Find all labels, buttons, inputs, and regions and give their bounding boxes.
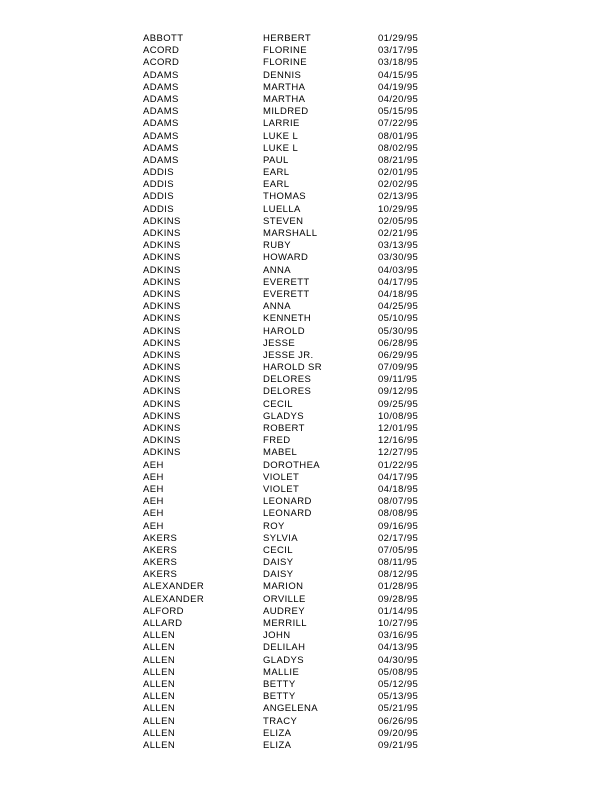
last-name-cell: ADKINS	[143, 374, 181, 386]
record-row	[143, 374, 438, 386]
record-row	[143, 667, 438, 679]
record-row	[143, 228, 438, 240]
record-row	[143, 533, 438, 545]
date-cell: 09/28/95	[378, 593, 419, 605]
date-cell: 04/25/95	[378, 301, 419, 313]
last-name-cell: ADKINS	[143, 313, 181, 325]
first-name-cell: VIOLET	[263, 471, 300, 483]
first-name-cell: MARTHA	[263, 81, 306, 93]
last-name-cell: ALLEN	[143, 703, 176, 715]
record-row	[143, 557, 438, 569]
record-row	[143, 594, 438, 606]
record-row	[143, 33, 438, 45]
record-row	[143, 606, 438, 618]
date-cell: 04/20/95	[378, 93, 419, 105]
record-row	[143, 338, 438, 350]
first-name-cell: PAUL	[263, 154, 289, 166]
last-name-cell: ADDIS	[143, 167, 175, 179]
last-name-cell: ACORD	[143, 57, 180, 69]
record-row	[143, 691, 438, 703]
date-cell: 01/22/95	[378, 459, 419, 471]
last-name-cell: AEH	[143, 459, 164, 471]
date-cell: 07/09/95	[378, 362, 419, 374]
first-name-cell: DENNIS	[263, 69, 302, 81]
last-name-cell: ADDIS	[143, 191, 175, 203]
date-cell: 09/20/95	[378, 727, 419, 739]
date-cell: 04/18/95	[378, 288, 419, 300]
date-cell: 09/16/95	[378, 520, 419, 532]
first-name-cell: FLORINE	[263, 57, 307, 69]
date-cell: 06/26/95	[378, 715, 419, 727]
last-name-cell: ADKINS	[143, 215, 181, 227]
record-row	[143, 265, 438, 277]
date-cell: 07/05/95	[378, 544, 419, 556]
first-name-cell: DAISY	[263, 557, 294, 569]
last-name-cell: ADKINS	[143, 240, 181, 252]
first-name-cell: AUDREY	[263, 605, 305, 617]
date-cell: 08/01/95	[378, 130, 419, 142]
record-row	[143, 277, 438, 289]
date-cell: 05/13/95	[378, 691, 419, 703]
date-cell: 09/12/95	[378, 386, 419, 398]
record-row	[143, 399, 438, 411]
date-cell: 02/05/95	[378, 215, 419, 227]
record-row	[143, 45, 438, 57]
last-name-cell: ALLEN	[143, 727, 176, 739]
first-name-cell: DELORES	[263, 386, 312, 398]
record-row	[143, 240, 438, 252]
last-name-cell: AEH	[143, 496, 164, 508]
first-name-cell: EVERETT	[263, 288, 310, 300]
date-cell: 02/13/95	[378, 191, 419, 203]
last-name-cell: ADKINS	[143, 337, 181, 349]
date-cell: 08/12/95	[378, 569, 419, 581]
date-cell: 04/03/95	[378, 264, 419, 276]
date-cell: 04/15/95	[378, 69, 419, 81]
record-row	[143, 740, 438, 752]
date-cell: 08/07/95	[378, 496, 419, 508]
first-name-cell: GLADYS	[263, 410, 304, 422]
date-cell: 08/08/95	[378, 508, 419, 520]
first-name-cell: MALLIE	[263, 666, 300, 678]
date-cell: 04/17/95	[378, 276, 419, 288]
last-name-cell: ADKINS	[143, 252, 181, 264]
date-cell: 08/11/95	[378, 557, 418, 569]
date-cell: 04/17/95	[378, 471, 419, 483]
date-cell: 04/13/95	[378, 642, 419, 654]
last-name-cell: AEH	[143, 483, 164, 495]
first-name-cell: EVERETT	[263, 276, 310, 288]
last-name-cell: ADKINS	[143, 447, 181, 459]
date-cell: 02/17/95	[378, 532, 419, 544]
date-cell: 06/29/95	[378, 349, 419, 361]
record-row	[143, 581, 438, 593]
last-name-cell: ADKINS	[143, 435, 181, 447]
first-name-cell: LEONARD	[263, 508, 312, 520]
record-row	[143, 545, 438, 557]
last-name-cell: AKERS	[143, 557, 178, 569]
first-name-cell: HAROLD	[263, 325, 305, 337]
first-name-cell: ELIZA	[263, 739, 292, 751]
last-name-cell: ALEXANDER	[143, 581, 205, 593]
first-name-cell: LEONARD	[263, 496, 312, 508]
record-row	[143, 447, 438, 459]
last-name-cell: ADAMS	[143, 93, 179, 105]
record-row	[143, 472, 438, 484]
record-row	[143, 216, 438, 228]
last-name-cell: ALLEN	[143, 642, 176, 654]
record-row	[143, 82, 438, 94]
record-row	[143, 423, 438, 435]
first-name-cell: THOMAS	[263, 191, 307, 203]
date-cell: 09/11/95	[378, 374, 418, 386]
last-name-cell: ADKINS	[143, 362, 181, 374]
last-name-cell: ADDIS	[143, 179, 175, 191]
last-name-cell: ADAMS	[143, 154, 179, 166]
date-cell: 01/14/95	[378, 605, 419, 617]
first-name-cell: EARL	[263, 179, 290, 191]
date-cell: 03/17/95	[378, 45, 419, 57]
record-row	[143, 57, 438, 69]
last-name-cell: ADKINS	[143, 423, 181, 434]
record-row	[143, 642, 438, 654]
last-name-cell: ALLEN	[143, 739, 176, 751]
record-row	[143, 350, 438, 362]
date-cell: 12/01/95	[378, 423, 419, 434]
record-row	[143, 630, 438, 642]
date-cell: 05/21/95	[378, 703, 419, 715]
last-name-cell: ADAMS	[143, 118, 179, 130]
date-cell: 05/15/95	[378, 106, 419, 118]
date-cell: 12/27/95	[378, 447, 419, 459]
record-row	[143, 362, 438, 374]
last-name-cell: AEH	[143, 520, 164, 532]
date-cell: 01/29/95	[378, 33, 419, 44]
record-row	[143, 313, 438, 325]
last-name-cell: AKERS	[143, 569, 178, 581]
first-name-cell: MARTHA	[263, 93, 306, 105]
first-name-cell: TRACY	[263, 715, 298, 727]
last-name-cell: ALLEN	[143, 691, 176, 703]
first-name-cell: ROBERT	[263, 423, 305, 434]
record-row	[143, 484, 438, 496]
date-cell: 04/30/95	[378, 654, 419, 666]
last-name-cell: ALLEN	[143, 654, 176, 666]
record-row	[143, 521, 438, 533]
record-row	[143, 460, 438, 472]
record-row	[143, 94, 438, 106]
records-list	[143, 33, 438, 752]
date-cell: 02/21/95	[378, 228, 419, 239]
first-name-cell: DELORES	[263, 374, 312, 386]
last-name-cell: ADKINS	[143, 288, 181, 300]
first-name-cell: LUELLA	[263, 203, 301, 215]
record-row	[143, 143, 438, 155]
record-row	[143, 716, 438, 728]
date-cell: 04/18/95	[378, 483, 419, 495]
first-name-cell: STEVEN	[263, 215, 304, 227]
first-name-cell: VIOLET	[263, 483, 300, 495]
first-name-cell: BETTY	[263, 678, 296, 690]
record-row	[143, 679, 438, 691]
last-name-cell: ALEXANDER	[143, 593, 205, 605]
date-cell: 09/25/95	[378, 398, 419, 410]
last-name-cell: ALLARD	[143, 618, 183, 629]
first-name-cell: HOWARD	[263, 252, 309, 264]
date-cell: 01/28/95	[378, 581, 419, 593]
date-cell: 05/12/95	[378, 678, 419, 690]
first-name-cell: FRED	[263, 435, 291, 447]
last-name-cell: ACORD	[143, 45, 180, 57]
first-name-cell: LUKE L	[263, 130, 299, 142]
first-name-cell: LARRIE	[263, 118, 300, 130]
first-name-cell: RUBY	[263, 240, 291, 252]
record-row	[143, 204, 438, 216]
first-name-cell: ANNA	[263, 264, 291, 276]
first-name-cell: ANGELENA	[263, 703, 318, 715]
record-row	[143, 118, 438, 130]
first-name-cell: BETTY	[263, 691, 296, 703]
last-name-cell: ADKINS	[143, 228, 181, 239]
last-name-cell: ADDIS	[143, 203, 175, 215]
first-name-cell: HAROLD SR	[263, 362, 323, 374]
date-cell: 06/28/95	[378, 337, 419, 349]
last-name-cell: ADKINS	[143, 349, 181, 361]
first-name-cell: DELILAH	[263, 642, 306, 654]
first-name-cell: EARL	[263, 167, 290, 179]
date-cell: 12/16/95	[378, 435, 419, 447]
last-name-cell: ADKINS	[143, 398, 181, 410]
last-name-cell: ALLEN	[143, 678, 176, 690]
date-cell: 09/21/95	[378, 739, 419, 751]
first-name-cell: HERBERT	[263, 33, 312, 44]
record-row	[143, 728, 438, 740]
last-name-cell: AEH	[143, 508, 164, 520]
record-row	[143, 167, 438, 179]
date-cell: 08/21/95	[378, 154, 419, 166]
last-name-cell: ADAMS	[143, 142, 179, 154]
first-name-cell: MABEL	[263, 447, 298, 459]
last-name-cell: ADKINS	[143, 410, 181, 422]
record-row	[143, 386, 438, 398]
last-name-cell: ADAMS	[143, 81, 179, 93]
last-name-cell: ADKINS	[143, 301, 181, 313]
first-name-cell: SYLVIA	[263, 532, 298, 544]
last-name-cell: ADKINS	[143, 325, 181, 337]
first-name-cell: JESSE JR.	[263, 349, 314, 361]
first-name-cell: ORVILLE	[263, 593, 306, 605]
first-name-cell: ANNA	[263, 301, 291, 313]
last-name-cell: ALLEN	[143, 666, 176, 678]
date-cell: 05/30/95	[378, 325, 419, 337]
date-cell: 02/01/95	[378, 167, 419, 179]
first-name-cell: MARION	[263, 581, 304, 593]
last-name-cell: ALFORD	[143, 605, 184, 617]
last-name-cell: ADKINS	[143, 386, 181, 398]
record-row	[143, 131, 438, 143]
last-name-cell: ABBOTT	[143, 33, 184, 44]
first-name-cell: DOROTHEA	[263, 459, 321, 471]
last-name-cell: ADAMS	[143, 130, 179, 142]
last-name-cell: ALLEN	[143, 630, 176, 642]
record-row	[143, 155, 438, 167]
last-name-cell: AKERS	[143, 544, 178, 556]
date-cell: 10/29/95	[378, 203, 419, 215]
record-row	[143, 411, 438, 423]
record-row	[143, 569, 438, 581]
record-row	[143, 703, 438, 715]
last-name-cell: AEH	[143, 471, 164, 483]
first-name-cell: ELIZA	[263, 727, 292, 739]
date-cell: 08/02/95	[378, 142, 419, 154]
first-name-cell: DAISY	[263, 569, 294, 581]
date-cell: 10/27/95	[378, 618, 419, 629]
date-cell: 03/30/95	[378, 252, 419, 264]
date-cell: 07/22/95	[378, 118, 419, 130]
last-name-cell: ADAMS	[143, 69, 179, 81]
first-name-cell: JESSE	[263, 337, 296, 349]
first-name-cell: JOHN	[263, 630, 291, 642]
date-cell: 03/18/95	[378, 57, 419, 69]
last-name-cell: AKERS	[143, 532, 178, 544]
date-cell: 10/08/95	[378, 410, 419, 422]
last-name-cell: ADAMS	[143, 106, 179, 118]
last-name-cell: ALLEN	[143, 715, 176, 727]
first-name-cell: KENNETH	[263, 313, 312, 325]
first-name-cell: LUKE L	[263, 142, 299, 154]
first-name-cell: GLADYS	[263, 654, 304, 666]
record-row	[143, 508, 438, 520]
first-name-cell: ROY	[263, 520, 285, 532]
last-name-cell: ADKINS	[143, 264, 181, 276]
record-row	[143, 179, 438, 191]
record-row	[143, 435, 438, 447]
date-cell: 05/10/95	[378, 313, 419, 325]
first-name-cell: MARSHALL	[263, 228, 318, 239]
record-row	[143, 301, 438, 313]
first-name-cell: CECIL	[263, 544, 293, 556]
first-name-cell: CECIL	[263, 398, 293, 410]
date-cell: 03/13/95	[378, 240, 419, 252]
record-row	[143, 106, 438, 118]
record-row	[143, 70, 438, 82]
record-row	[143, 326, 438, 338]
first-name-cell: FLORINE	[263, 45, 307, 57]
date-cell: 02/02/95	[378, 179, 419, 191]
last-name-cell: ADKINS	[143, 276, 181, 288]
date-cell: 03/16/95	[378, 630, 419, 642]
first-name-cell: MILDRED	[263, 106, 309, 118]
record-row	[143, 252, 438, 264]
record-row	[143, 191, 438, 203]
record-row	[143, 496, 438, 508]
date-cell: 05/08/95	[378, 666, 419, 678]
record-row	[143, 289, 438, 301]
record-row	[143, 655, 438, 667]
record-row	[143, 618, 438, 630]
date-cell: 04/19/95	[378, 81, 419, 93]
first-name-cell: MERRILL	[263, 618, 307, 629]
